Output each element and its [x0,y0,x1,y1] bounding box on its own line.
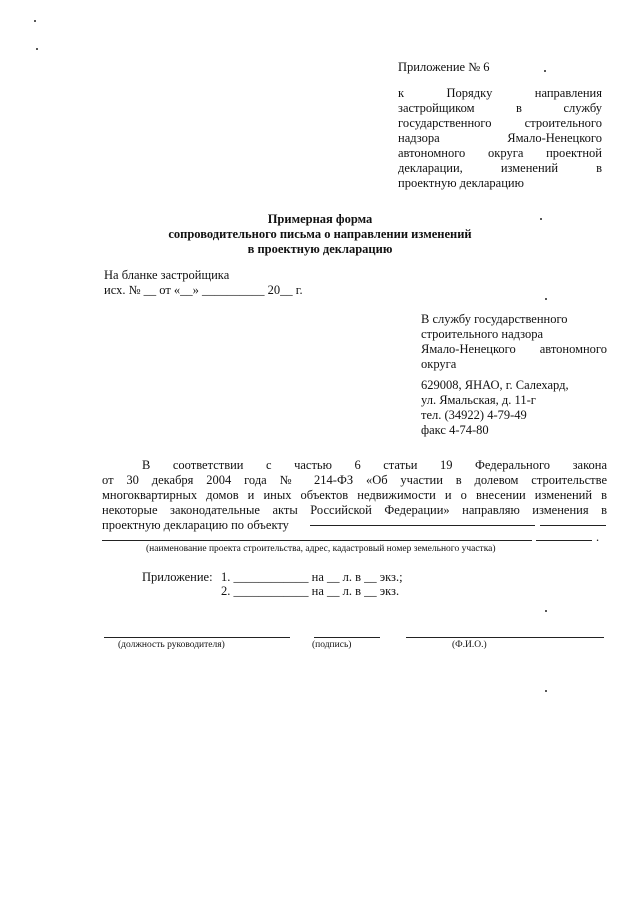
body-line: проектную декларацию по объекту [102,518,289,532]
form-heading [150,212,490,257]
appendix-line: к Порядку направления [398,86,602,100]
phone: тел. (34922) 4-79-49 [421,408,527,422]
form-heading-line: сопроводительного письма о направлении изменений [168,227,472,241]
body-paragraph [102,458,607,533]
recipient-line: округа [421,357,457,371]
scan-speck [36,48,38,50]
scan-speck [545,298,547,300]
body-line: от 30 декабря 2004 года № 214-ФЗ «Об участии в долевом строительстве [102,473,607,487]
scan-speck [544,70,546,72]
object-caption: (наименование проекта строительства, адрес, кадастровый номер земельного участка) [146,544,496,554]
object-blank-2 [102,540,532,541]
appendix-title: Приложение № 6 [398,60,490,74]
body-line: некоторые законодательные акты Российской Федерации» направляю изменения в [102,503,607,517]
recipient-address [421,378,569,438]
scan-speck [34,20,36,22]
position-caption: (должность руководителя) [118,640,225,650]
form-heading-line: Примерная форма [267,212,373,226]
name-caption: (Ф.И.О.) [452,640,487,650]
address-line: ул. Ямальская, д. 11-г [421,393,536,407]
recipient-line: Ямало-Ненецкого автономного [421,342,607,356]
attachment-item: 2. ____________ на __ л. в __ экз. [221,584,400,598]
recipient [421,312,607,372]
object-blank [310,525,535,526]
appendix-line: государственного строительного [398,116,602,130]
body-line: В соответствии с частью 6 статьи 19 Федерального закона [142,458,607,472]
attachment-item: 1. ____________ на __ л. в __ экз.; [221,570,403,584]
address-line: 629008, ЯНАО, г. Салехард, [421,378,569,392]
scan-speck [545,690,547,692]
appendix-line: автономного округа проектной [398,146,602,160]
position-blank [104,637,290,638]
object-blank-2 [536,540,592,541]
form-heading-line: в проектную декларацию [247,242,393,256]
letterhead-note: На бланке застройщика [104,268,230,282]
object-blank [540,525,606,526]
appendix-line: надзора Ямало-Ненецкого [398,131,602,145]
name-blank [406,637,604,638]
body-line: многоквартирных домов и иных объектов недвижимости и о внесении изменений в [102,488,607,502]
appendix-line: проектную декларацию [398,176,524,190]
scan-speck [545,610,547,612]
appendix-line: застройщиком в службу [398,101,602,115]
appendix-text [398,86,602,191]
scan-speck [540,218,542,220]
fax: факс 4-74-80 [421,423,489,437]
recipient-line: строительного надзора [421,327,544,341]
signature-blank [314,637,380,638]
signature-caption: (подпись) [312,640,352,650]
outgoing-number: исх. № __ от «__» __________ 20__ г. [104,283,303,297]
object-blank-period: . [596,530,600,544]
attachments-label: Приложение: [142,570,213,584]
appendix-line: декларации, изменений в [398,161,602,175]
recipient-line: В службу государственного [421,312,568,326]
letterhead [104,268,303,298]
